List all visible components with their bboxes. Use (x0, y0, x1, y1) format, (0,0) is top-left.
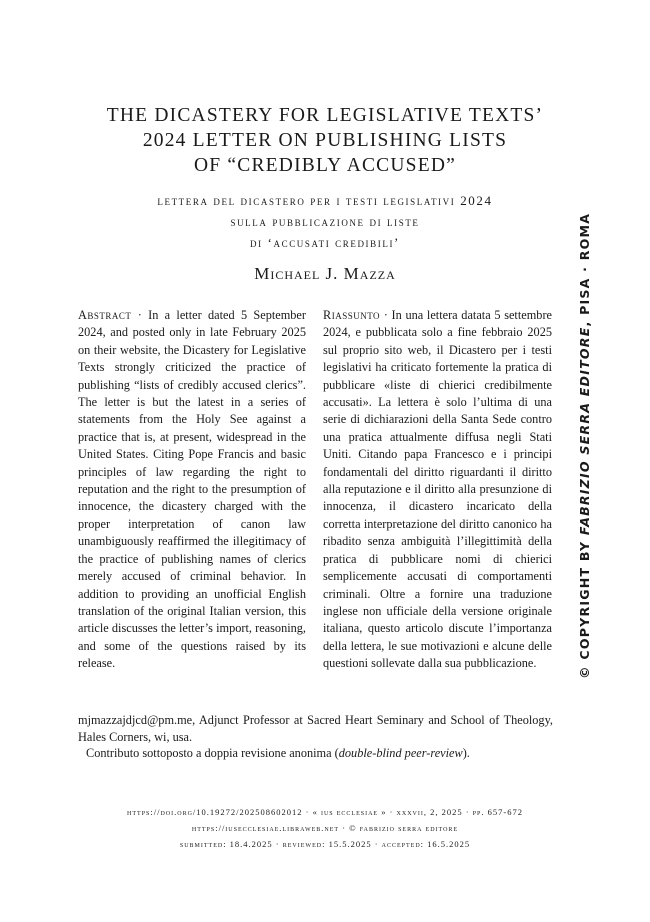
article-title (40, 103, 610, 178)
article-subtitle (40, 190, 610, 253)
title-line-1: THE DICASTERY FOR LEGISLATIVE TEXTS’ (106, 105, 544, 126)
abstract-text: In a letter dated 5 September 2024, and posted only in late February 2025 on their website, the Dicastery for Legislative Texts strongly criticized the practice of publishing “lists of credibly accused clerics”. The letter is but the latest in a series of statements from the Holy See against a practice that is, at present, widespread in the United States. Citing Pope Francis and basic principles of law regarding the right to reputation and the right to the presumption of innocence, the dicastery charged with the proper interpretation of canon law unambiguously reaffirmed the illegitimacy of the practice of publishing names of clerics merely accused of criminal behavior. In addition to providing an unofficial English translation of the original Italian version, this article discusses the letter’s import, reasoning, and some of the questions raised by its release. (78, 308, 306, 671)
title-line-3: OF “CREDIBLY ACCUSED” (194, 155, 456, 176)
review-note-prefix: Contributo sottoposto a doppia revisione anonima ( (86, 746, 339, 760)
subtitle-line-3: di ‘accusati credibili’ (250, 235, 400, 250)
footer-dates-line: submitted: 18.4.2025 · reviewed: 15.5.2025 · accepted: 16.5.2025 (179, 839, 471, 849)
copyright-suffix: , PISA · ROMA (577, 212, 592, 327)
riassunto-text: In una lettera datata 5 settembre 2024, e pubblicata solo a fine febbraio 2025 sul proprio sito web, il Dicastero per i testi legislativi ha criticato fortemente la pratica di pubblicare «liste di chierici credibilmente accusati». La lettera è solo l’ultima di una serie di dichiarazioni della Santa Sede contro una pratica attualmente diffusa negli Stati Uniti. Citando papa Francesco e i principi fondamentali del diritto riguardanti il diritto alla reputazione e il diritto alla presunzione di innocenza, il dicastero incaricato della corretta interpretazione del diritto canonico ha ribadito senza ambiguità l’illegittimità della pratica di pubblicare nomi di chierici semplicemente accusati di comportamenti criminali. Oltre a fornire una traduzione inglese non ufficiale della versione originale italiana, questo articolo discute l’importanza della lettera, le sue motivazioni e alcune delle questioni sollevate dalla sua pubblicazione. (323, 308, 552, 671)
review-note-italic: double-blind peer-review (338, 746, 463, 760)
author-name: Michael J. Mazza (254, 264, 396, 283)
footer-doi-line: https://doi.org/10.19272/202508602012 · « ius ecclesiae » · xxxvii, 2, 2025 · pp. 657-672 (127, 807, 523, 817)
copyright-prefix: © COPYRIGHT BY (577, 535, 592, 679)
title-line-2: 2024 LETTER ON PUBLISHING LISTS (142, 130, 508, 151)
copyright-sidebar (577, 212, 595, 679)
review-note-suffix: ). (462, 746, 470, 760)
abstract-italian (323, 307, 552, 673)
copyright-publisher: FABRIZIO SERRA EDITORE (577, 326, 592, 536)
footer-website-line: https://iusecclesiae.libraweb.net · © fabrizio serra editore (191, 823, 459, 833)
abstract-label: Abstract (78, 308, 132, 322)
abstract-english (78, 307, 306, 673)
riassunto-label: Riassunto (323, 308, 381, 322)
subtitle-line-1: lettera del dicastero per i testi legislativi 2024 (157, 193, 493, 208)
peer-review-note (86, 745, 556, 762)
riassunto-separator: · (380, 308, 392, 322)
abstract-separator: · (131, 308, 149, 322)
subtitle-line-2: sulla pubblicazione di liste (230, 214, 420, 229)
author-affiliation: mjmazzajdjcd@pm.me, Adjunct Professor at Sacred Heart Seminary and School of Theology, Hales Corners, wi, usa. (78, 713, 553, 744)
